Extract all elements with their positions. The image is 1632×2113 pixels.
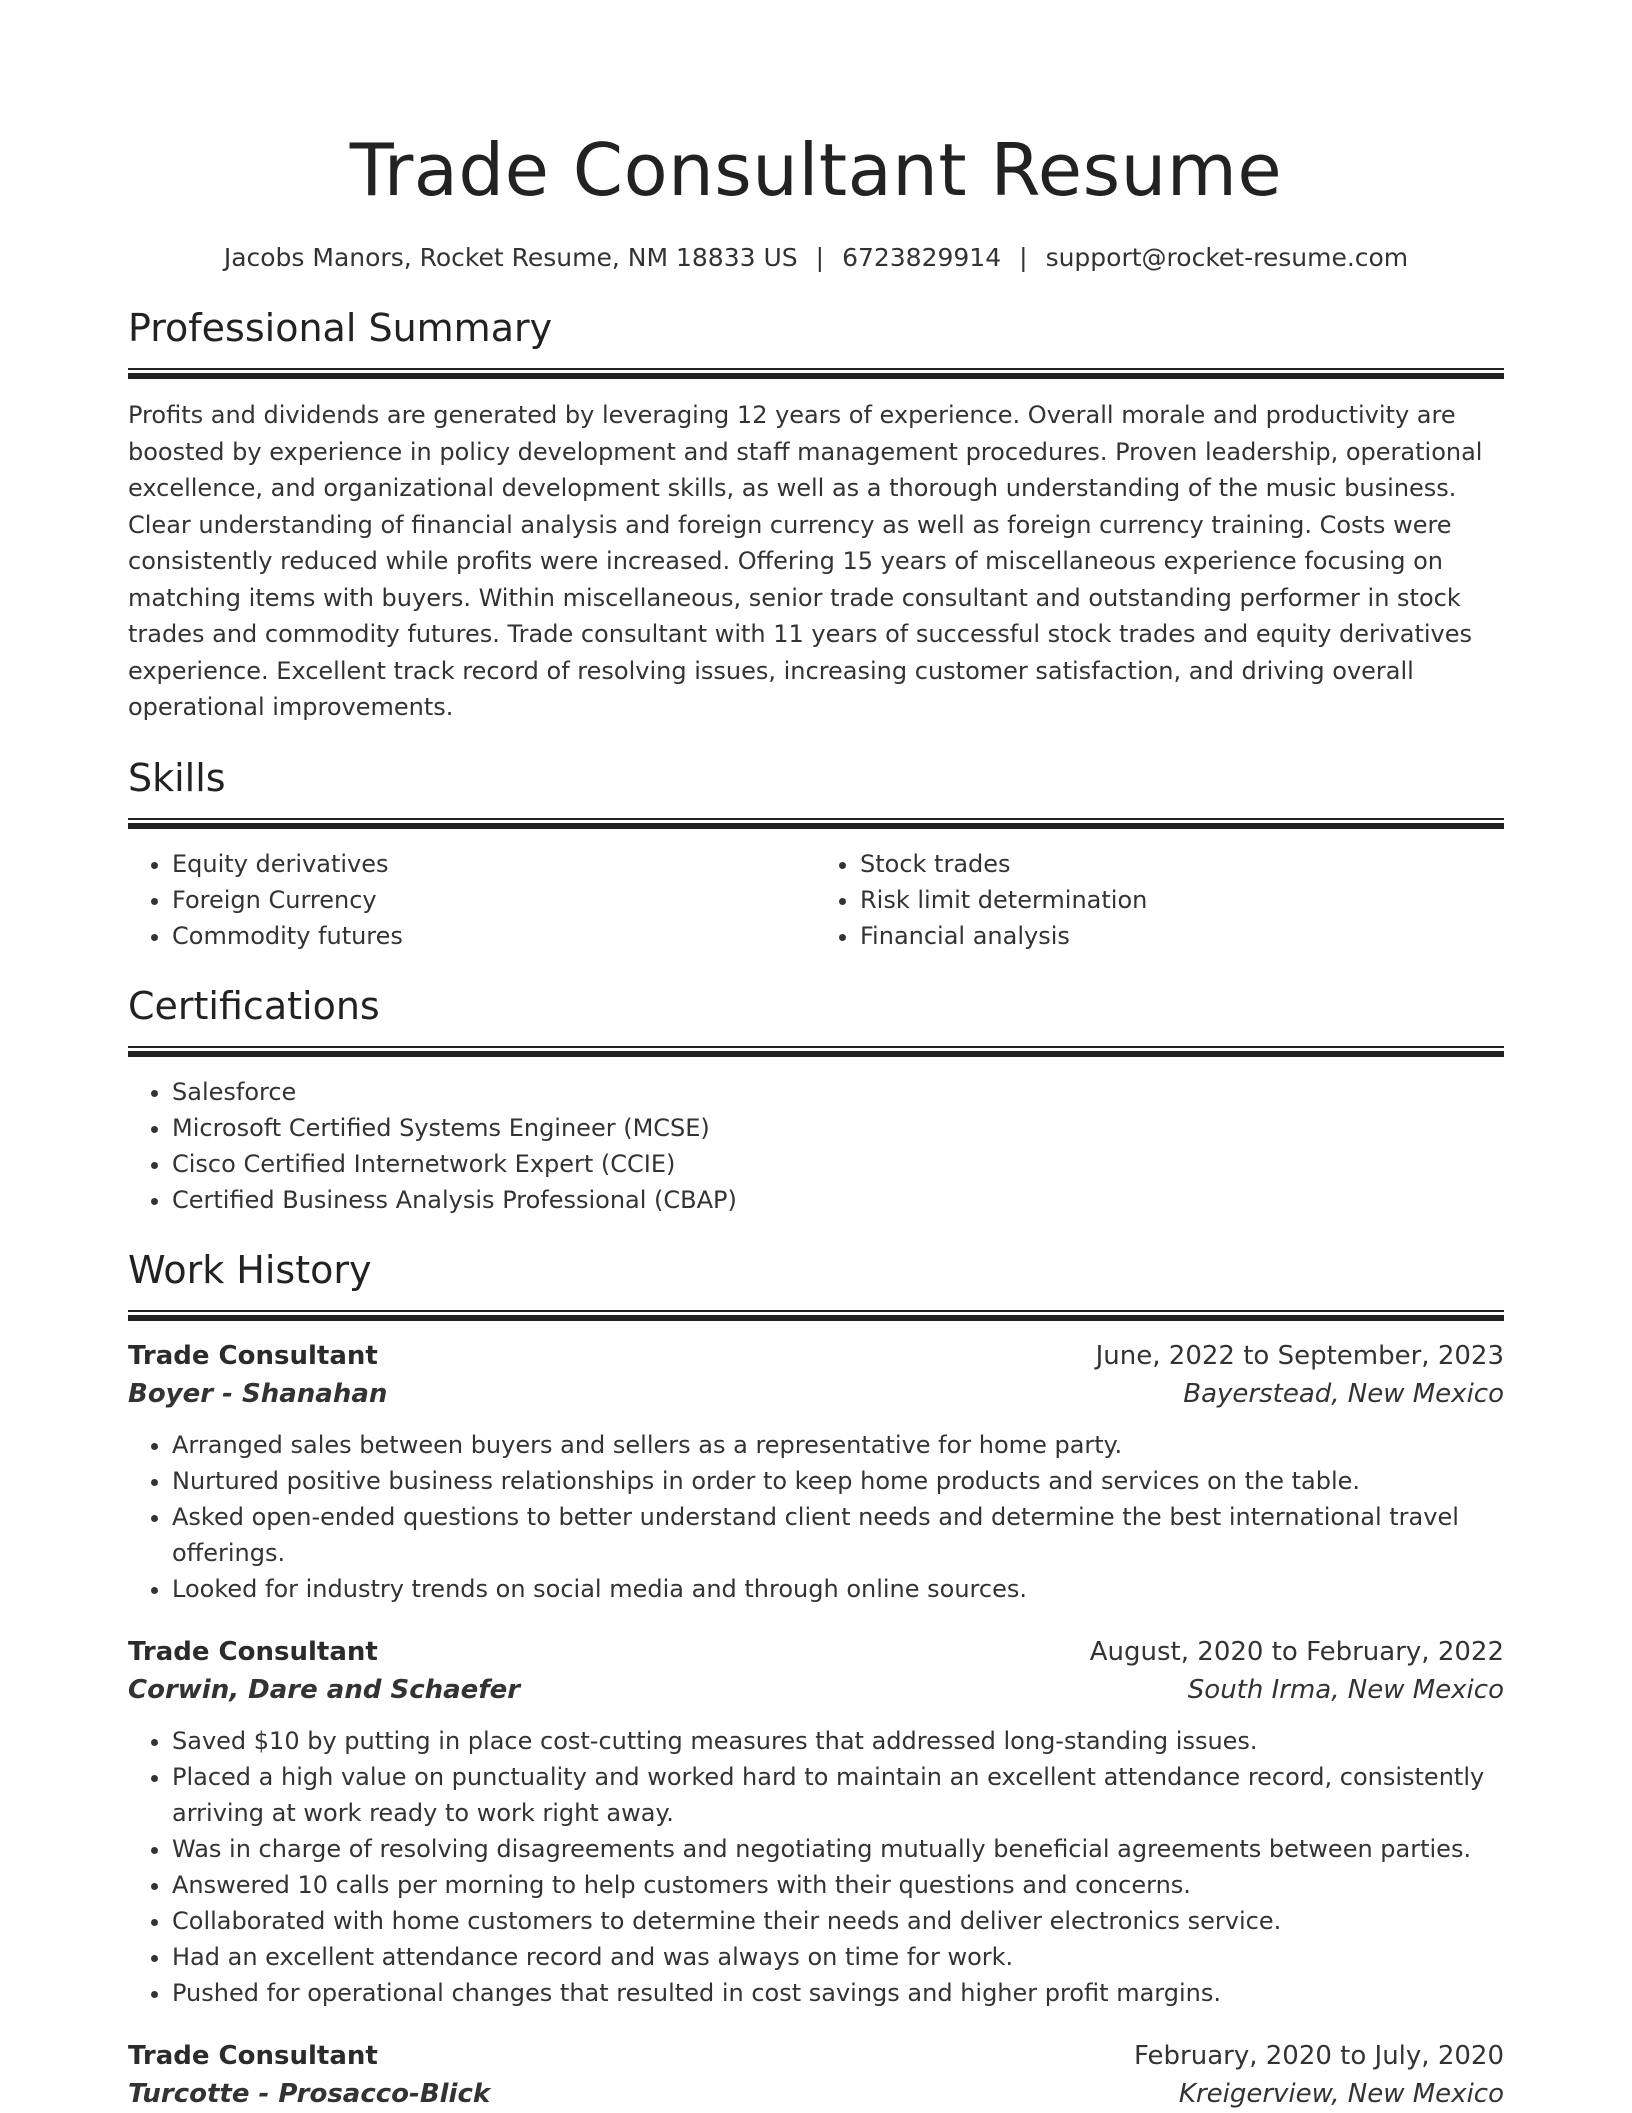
job-subheader bbox=[128, 2075, 1504, 2113]
section-heading-certifications: Certifications bbox=[128, 983, 380, 1028]
contact-line bbox=[128, 240, 1504, 276]
job-entry bbox=[128, 1633, 1504, 2011]
certification-item: • Cisco Certified Internetwork Expert (CCIE) bbox=[172, 1146, 1504, 1182]
certification-item: • Certified Business Analysis Professional (CBAP) bbox=[172, 1182, 1504, 1218]
skill-item: • Equity derivatives bbox=[172, 846, 816, 882]
job-header bbox=[128, 1337, 1504, 1375]
job-bullet: • Nurtured positive business relationships in order to keep home products and services on the table. bbox=[172, 1463, 1504, 1499]
job-title: Trade Consultant bbox=[128, 2040, 378, 2071]
skills-list-right bbox=[816, 846, 1504, 954]
job-bullet: • Looked for industry trends on social media and through online sources. bbox=[172, 1571, 1504, 1607]
section-divider bbox=[128, 1046, 1504, 1057]
work-history-section bbox=[128, 1244, 1504, 2113]
job-title: Trade Consultant bbox=[128, 1636, 378, 1667]
job-location: South Irma, New Mexico bbox=[1187, 1674, 1504, 1705]
job-bullets bbox=[128, 1723, 1504, 2011]
job-bullet: • Answered 10 calls per morning to help customers with their questions and concerns. bbox=[172, 1867, 1504, 1903]
skill-item: • Financial analysis bbox=[860, 918, 1504, 954]
section-heading-skills: Skills bbox=[128, 755, 226, 800]
job-bullet: • Had an excellent attendance record and was always on time for work. bbox=[172, 1939, 1504, 1975]
job-company: Corwin, Dare and Schaefer bbox=[128, 1674, 521, 1705]
job-title: Trade Consultant bbox=[128, 1340, 378, 1371]
contact-phone: 6723829914 bbox=[842, 243, 1002, 272]
summary-section bbox=[128, 302, 1504, 726]
contact-address: Jacobs Manors, Rocket Resume, NM 18833 US bbox=[223, 243, 798, 272]
job-header bbox=[128, 2037, 1504, 2075]
job-company: Turcotte - Prosacco-Blick bbox=[128, 2078, 491, 2109]
skills-list-left bbox=[128, 846, 816, 954]
contact-separator: | bbox=[1019, 243, 1028, 272]
summary-text: Profits and dividends are generated by leveraging 12 years of experience. Overall morale and productivity are boosted by experience in policy development and staff management procedures. Proven leadership, operational excellence, and organizational development skills, as well as a thorough understanding of the music business. Clear understanding of financial analysis and foreign currency as well as foreign currency training. Costs were consistently reduced while profits were increased. Offering 15 years of miscellaneous experience focusing on matching items with buyers. Within miscellaneous, senior trade consultant and outstanding performer in stock trades and commodity futures. Trade consultant with 11 years of successful stock trades and equity derivatives experience. Excellent track record of resolving issues, increasing customer satisfaction, and driving overall operational improvements. bbox=[128, 401, 1483, 721]
job-bullet: • Saved $10 by putting in place cost-cutting measures that addressed long-standing issues. bbox=[172, 1723, 1504, 1759]
skills-section bbox=[128, 752, 1504, 954]
job-dates: August, 2020 to February, 2022 bbox=[1089, 1636, 1504, 1667]
contact-email[interactable]: support@rocket-resume.com bbox=[1045, 243, 1409, 272]
certifications-section bbox=[128, 980, 1504, 1218]
section-heading-summary: Professional Summary bbox=[128, 306, 553, 350]
job-bullet: • Asked open-ended questions to better understand client needs and determine the best international travel offerings. bbox=[172, 1499, 1504, 1571]
job-dates: February, 2020 to July, 2020 bbox=[1134, 2040, 1504, 2071]
job-entry bbox=[128, 2037, 1504, 2113]
job-bullet: • Was in charge of resolving disagreements and negotiating mutually beneficial agreements between parties. bbox=[172, 1831, 1504, 1867]
job-bullet: • Collaborated with home customers to determine their needs and deliver electronics service. bbox=[172, 1903, 1504, 1939]
job-subheader bbox=[128, 1375, 1504, 1413]
section-divider bbox=[128, 368, 1504, 379]
job-entry bbox=[128, 1337, 1504, 1607]
job-bullet: • Arranged sales between buyers and sellers as a representative for home party. bbox=[172, 1427, 1504, 1463]
job-bullet: • Pushed for operational changes that resulted in cost savings and higher profit margins. bbox=[172, 1975, 1504, 2011]
job-header bbox=[128, 1633, 1504, 1671]
skill-item: • Commodity futures bbox=[172, 918, 816, 954]
skill-item: • Stock trades bbox=[860, 846, 1504, 882]
job-subheader bbox=[128, 1671, 1504, 1709]
job-location: Kreigerview, New Mexico bbox=[1178, 2078, 1504, 2109]
certifications-list bbox=[128, 1074, 1504, 1218]
resume-page bbox=[128, 0, 1504, 2113]
job-location: Bayerstead, New Mexico bbox=[1183, 1378, 1504, 1409]
skill-item: • Foreign Currency bbox=[172, 882, 816, 918]
section-divider bbox=[128, 818, 1504, 829]
contact-separator: | bbox=[815, 243, 825, 272]
certification-item: • Salesforce bbox=[172, 1074, 1504, 1110]
certification-item: • Microsoft Certified Systems Engineer (MCSE) bbox=[172, 1110, 1504, 1146]
section-heading-work-history: Work History bbox=[128, 1247, 372, 1292]
job-company: Boyer - Shanahan bbox=[128, 1378, 388, 1409]
section-divider bbox=[128, 1310, 1504, 1321]
job-bullets bbox=[128, 1427, 1504, 1607]
job-dates: June, 2022 to September, 2023 bbox=[1095, 1340, 1504, 1371]
page-title: Trade Consultant Resume bbox=[349, 128, 1283, 212]
job-bullet: • Placed a high value on punctuality and worked hard to maintain an excellent attendance record, consistently arriving at work ready to work right away. bbox=[172, 1759, 1504, 1831]
skill-item: • Risk limit determination bbox=[860, 882, 1504, 918]
skills-grid bbox=[128, 846, 1504, 954]
